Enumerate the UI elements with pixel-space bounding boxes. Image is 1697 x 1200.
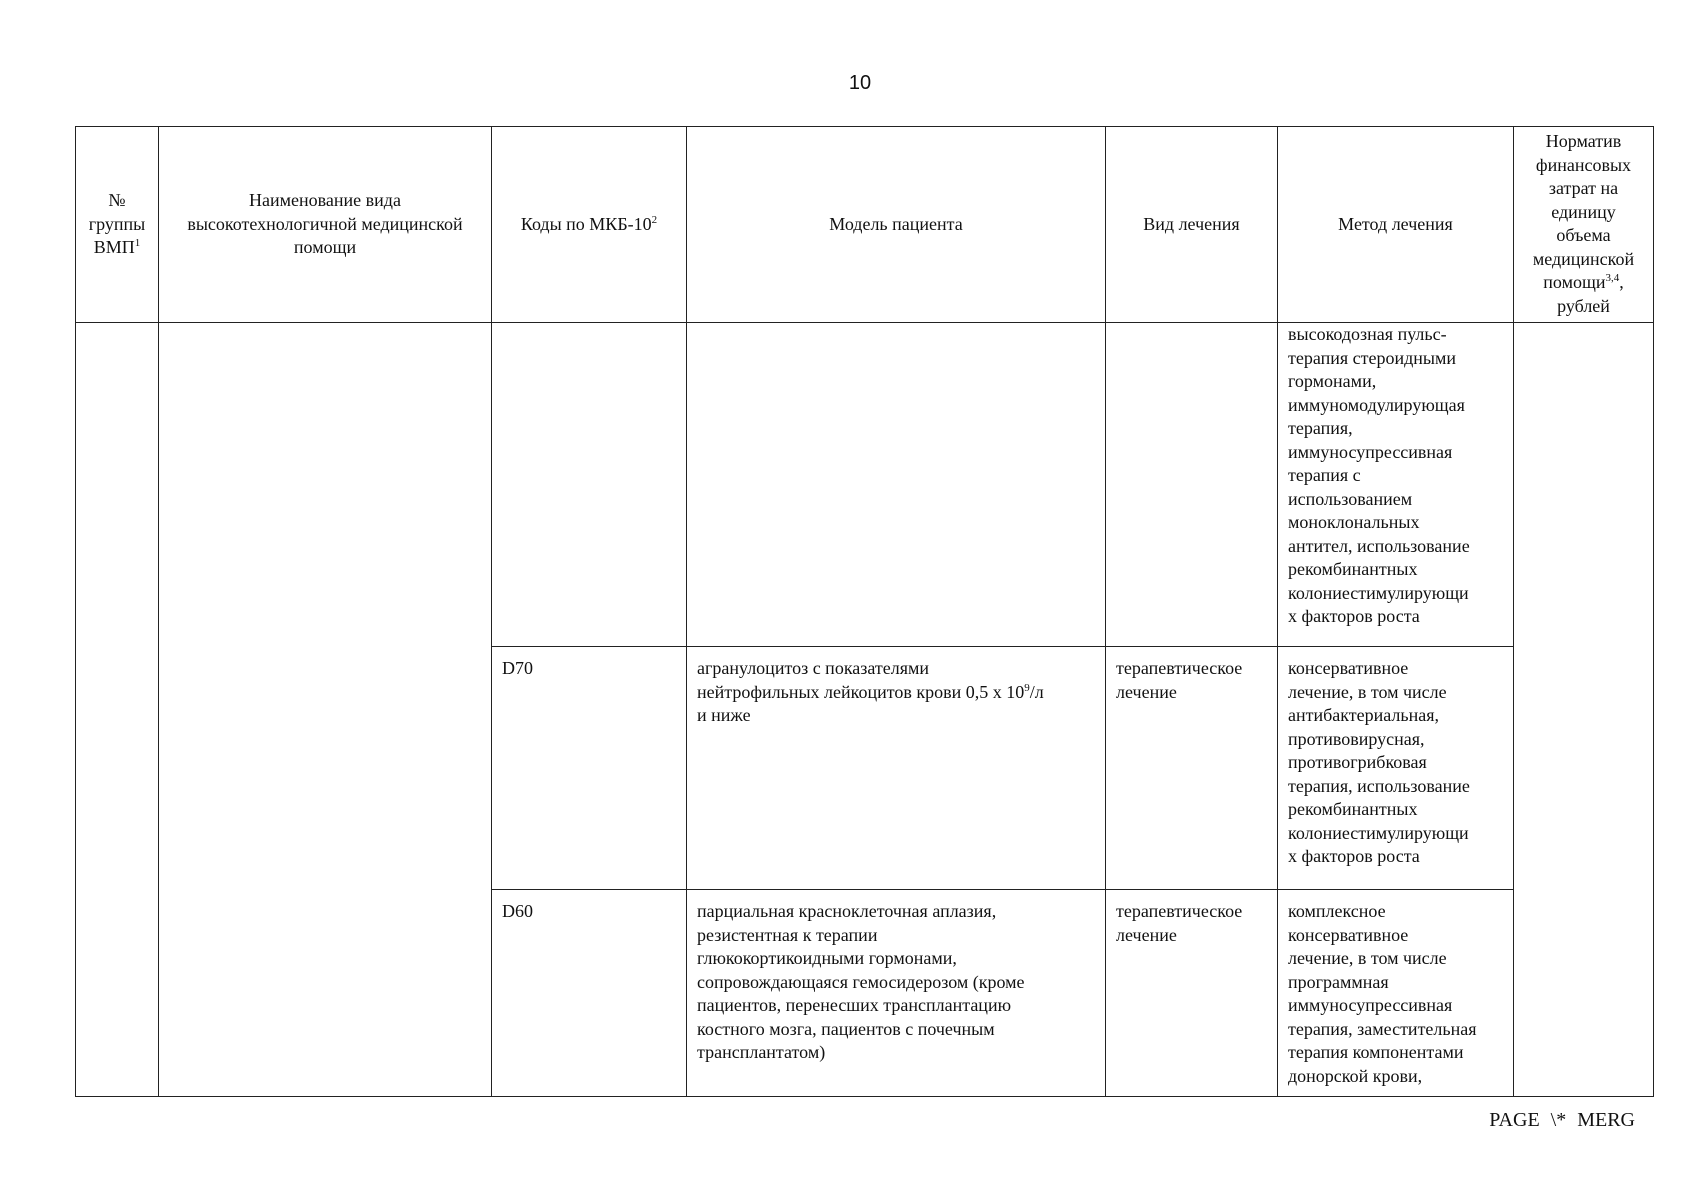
cell-patient-model: парциальная красноклеточная аплазия, резистентная к терапии глюкокортикоидными гормонами, сопровождающаяся гемосидерозом (кроме пациентов, перенесших трансплантацию костного мозга, пациентов с почечным трансплантатом) <box>687 890 1106 1097</box>
header-row <box>76 127 1654 323</box>
vmp-table <box>75 126 1654 1097</box>
header-treatment-type: Вид лечения <box>1106 127 1278 323</box>
cell-icd-codes <box>492 323 687 647</box>
page-field-code: PAGE \* MERG <box>1489 1109 1635 1131</box>
header-care-name: Наименование вида высокотехнологичной медицинской помощи <box>159 127 492 323</box>
cell-patient-model: агранулоцитоз с показателями нейтрофильных лейкоцитов крови 0,5 х $10^9/л$ и ниже <box>687 647 1106 890</box>
table-row <box>76 323 1654 647</box>
cell-treatment-method: высокодозная пульс- терапия стероидными гормонами, иммуномодулирующая терапия, иммуносупрессивная терапия с использованием моноклональных антител, использование рекомбинантных колониестимулирующи х факторов роста <box>1278 323 1514 647</box>
cell-treatment-method: комплексное консервативное лечение, в том числе программная иммуносупрессивная терапия, заместительная терапия компонентами донорской крови, <box>1278 890 1514 1097</box>
cell-treatment-type: терапевтическое лечение <box>1106 890 1278 1097</box>
header-group-no: № группы ВМП$^1$ <box>76 127 159 323</box>
header-patient-model: Модель пациента <box>687 127 1106 323</box>
cell-treatment-method: консервативное лечение, в том числе антибактериальная, противовирусная, противогрибковая терапия, использование рекомбинантных колониестимулирующи х факторов роста <box>1278 647 1514 890</box>
cell-icd-codes: D70 <box>492 647 687 890</box>
header-treatment-method: Метод лечения <box>1278 127 1514 323</box>
header-icd-codes: Коды по МКБ-$10^2$ <box>492 127 687 323</box>
cell-cost-norm <box>1514 323 1654 1097</box>
cell-treatment-type: терапевтическое лечение <box>1106 647 1278 890</box>
cell-care-name <box>159 323 492 1097</box>
cell-group-no <box>76 323 159 1097</box>
cell-icd-codes: D60 <box>492 890 687 1097</box>
page-number: 10 <box>848 72 872 94</box>
header-cost-norm: Норматив финансовых затрат на единицу объема медицинской помощи$^{3,4}$, рублей <box>1514 127 1654 323</box>
cell-patient-model <box>687 323 1106 647</box>
cell-treatment-type <box>1106 323 1278 647</box>
